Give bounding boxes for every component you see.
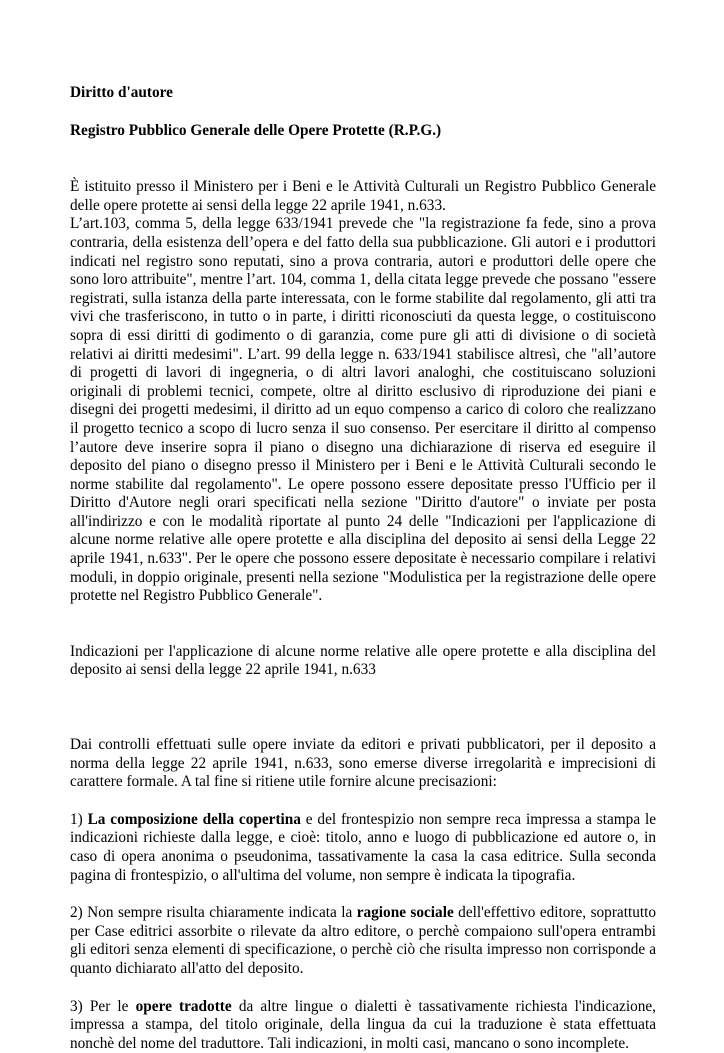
- list-item-3: [70, 998, 656, 1053]
- item-bold-term: opere tradotte: [135, 997, 232, 1015]
- item-text: dell'effettivo editore, soprattutto per Case editrici assorbite o rilevate da altro editore, o perchè compaiono sull'opera entrambi gli editori senza elementi di specificazione, o perchè ciò che risulta impresso non corrisponde a quanto dichiarato all'atto del deposito.: [70, 904, 656, 977]
- document-heading: Diritto d'autore: [70, 84, 173, 101]
- list-item-1: [70, 811, 656, 885]
- item-prefix: 2) Non sempre risulta chiaramente indicata la: [70, 904, 357, 922]
- item-prefix: 1): [70, 810, 88, 828]
- item-text: e del frontespizio non sempre reca impressa a stampa le indicazioni richieste dalla legge, e cioè: titolo, anno e luogo di pubblicazione ed autore o, in caso di opera anonima o pseudonima, tassativamente la casa la casa editrice. Sulla seconda pagina di frontespizio, o all'ultima del volume, non sempre è indicata la tipografia.: [70, 810, 656, 884]
- document-page: [70, 84, 656, 1053]
- list-item-2: [70, 904, 656, 978]
- intro-paragraph-2: L’art.103, comma 5, della legge 633/1941 prevede che "la registrazione fa fede, sino a prova contraria, della esistenza dell’opera e del fatto della sua pubblicazione. Gli autori e i produttori indicati nel registro sono reputati, sino a prova contraria, autori e produttori delle opere che sono loro attribuite", mentre l’art. 104, comma 1, della citata legge prevede che possano "essere registrati, sulla istanza della parte interessata, con le forme stabilite dal regolamento, gli atti tra vivi che trasferiscono, in tutto o in parte, i diritti riconosciuti da questa legge, o costituiscono sopra di essi diritti di godimento o di garanzia, come pure gli atti di divisione o di società relativi ai diritti medesimi". L’art. 99 della legge n. 633/1941 stabilisce altresì, che "all’autore di progetti di lavori di ingegneria, o di altri lavori analoghi, che costituiscano soluzioni originali di problemi tecnici, compete, oltre al diritto esclusivo di riproduzione dei piani e disegni dei progetti medesimi, il diritto ad un equo compenso a carico di coloro che realizzano il progetto tecnico a scopo di lucro senza il suo consenso. Per esercitare il diritto al compenso l’autore deve inserire sopra il piano o disegno una dichiarazione di riserva ed eseguire il deposito del piano o disegno presso il Ministero per i Beni e le Attività Culturali secondo le norme stabilite dal regolamento". Le opere possono essere depositate presso l'Ufficio per il Diritto d'Autore negli orari specificati nella sezione "Diritto d'autore" o inviate per posta all'indirizzo e con le modalità riportate al punto 24 delle "Indicazioni per l'applicazione di alcune norme relative alle opere protette e alla disciplina del deposito ai sensi della Legge 22 aprile 1941, n.633". Per le opere che possono essere depositate è necessario compilare i relativi moduli, in doppio originale, presenti nella sezione "Modulistica per la registrazione delle opere protette nel Registro Pubblico Generale".: [70, 215, 656, 605]
- item-prefix: 3) Per le: [70, 997, 136, 1015]
- section-title: Indicazioni per l'applicazione di alcune norme relative alle opere protette e alla disciplina del deposito ai sensi della legge 22 aprile 1941, n.633: [70, 642, 656, 679]
- item-bold-term: La composizione della copertina: [87, 810, 301, 828]
- item-bold-term: ragione sociale: [356, 904, 454, 922]
- document-subheading: Registro Pubblico Generale delle Opere Protette (R.P.G.): [70, 121, 442, 139]
- item-text: da altre lingue o dialetti è tassativamente richiesta l'indicazione, impressa a stampa, del titolo originale, della lingua da cui la traduzione è stata effettuata nonchè del nome del traduttore. Tali indicazioni, in molti casi, mancano o sono incomplete.: [70, 997, 656, 1052]
- controls-paragraph: Dai controlli effettuati sulle opere inviate da editori e privati pubblicatori, per il deposito a norma della legge 22 aprile 1941, n.633, sono emerse diverse irregolarità e imprecisioni di carattere formale. A tal fine si ritiene utile fornire alcune precisazioni:: [70, 736, 656, 791]
- intro-paragraph-1: È istituito presso il Ministero per i Beni e le Attività Culturali un Registro Pubblico Generale delle opere protette ai sensi della legge 22 aprile 1941, n.633.: [70, 178, 656, 214]
